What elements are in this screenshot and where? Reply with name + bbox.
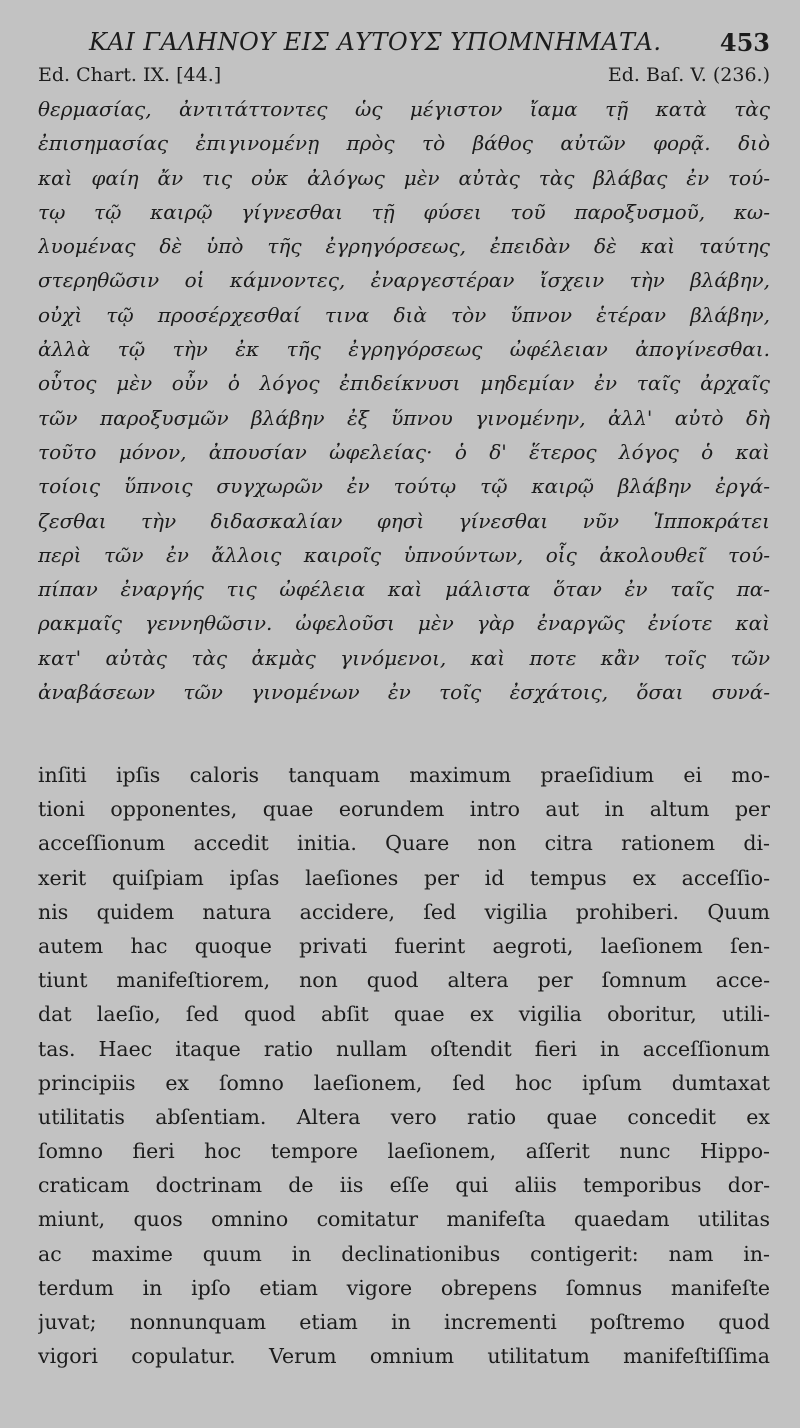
edition-chartier-reference: Ed. Chart. IX. [44.] <box>38 64 222 86</box>
latin-line: autem hac quoque privati fuerint aegroti, laeſionem ſen- <box>38 933 770 958</box>
greek-line: οὐχὶ τῷ προσέρχεσθαί τινα διὰ τὸν ὕπνον ἑτέραν βλάβην, <box>38 302 770 327</box>
latin-line: tas. Haec itaque ratio nullam oſtendit fieri in acceſſionum <box>38 1036 770 1061</box>
latin-line: dat laeſio, ſed quod abſit quae ex vigilia oboritur, utili- <box>38 1002 770 1027</box>
greek-line: καὶ φαίη ἄν τις οὐκ ἀλόγως μὲν αὐτὰς τὰς βλάβας ἐν τού- <box>38 165 770 190</box>
greek-line: θερμασίας, ἀντιτάττοντες ὡς μέγιστον ἴαμα τῇ κατὰ τὰς <box>38 97 770 121</box>
latin-line: miunt, quos omnino comitatur manifeſta quaedam utilitas <box>38 1207 770 1232</box>
greek-line: ἀναβάσεων τῶν γινομένων ἐν τοῖς ἐσχάτοις, ὅσαι συνά- <box>38 680 770 705</box>
latin-line: tiunt manifeſtiorem, non quod altera per ſomnum acce- <box>38 968 770 993</box>
latin-line: acceſſionum accedit initia. Quare non citra rationem di- <box>38 831 770 856</box>
greek-line: ρακμαῖς γεννηθῶσιν. ὠφελοῦσι μὲν γὰρ ἐναργῶς ἐνίοτε καὶ <box>38 611 770 636</box>
greek-line: στερηθῶσιν οἱ κάμνοντες, ἐναργεστέραν ἴσχειν τὴν βλάβην, <box>38 268 770 293</box>
greek-line: περὶ τῶν ἐν ἄλλοις καιροῖς ὑπνούντων, οἷς ἀκολουθεῖ τού- <box>38 542 770 567</box>
running-head <box>34 24 770 60</box>
latin-line: utilitatis abſentiam. Altera vero ratio quae concedit ex <box>38 1104 770 1129</box>
greek-line: πίπαν ἐναργής τις ὠφέλεια καὶ μάλιστα ὅταν ἐν ταῖς πα- <box>38 577 770 602</box>
latin-text-column <box>38 758 770 1373</box>
latin-line: vigori copulatur. Verum omnium utilitatum manifeſtiſſima <box>38 1344 770 1369</box>
greek-line: τοῦτο μόνον, ἀπουσίαν ὠφελείας· ὁ δ' ἕτερος λόγος ὁ καὶ <box>38 439 770 464</box>
latin-line: ſomno fieri hoc tempore laeſionem, aſſerit nunc Hippo- <box>38 1139 770 1164</box>
greek-line: ζεσθαι τὴν διδασκαλίαν φησὶ γίνεσθαι νῦν Ἱπποκράτει <box>38 508 770 533</box>
greek-line: τῶν παροξυσμῶν βλάβην ἐξ ὕπνου γινομένην, ἀλλ' αὐτὸ δὴ <box>38 405 770 430</box>
greek-line: ἐπισημασίας ἐπιγινομένῃ πρὸς τὸ βάθος αὐτῶν φορᾷ. διὸ <box>38 131 770 156</box>
latin-line: tioni opponentes, quae eorundem intro aut in altum per <box>38 797 770 822</box>
greek-line: τῳ τῷ καιρῷ γίγνεσθαι τῇ φύσει τοῦ παροξυσμοῦ, κω- <box>38 199 770 224</box>
latin-line: terdum in ipſo etiam vigore obrepens ſomnus manifeſte <box>38 1275 770 1300</box>
greek-line: τοίοις ὕπνοις συγχωρῶν ἐν τούτῳ τῷ καιρῷ βλάβην ἐργά- <box>38 474 770 499</box>
latin-line: xerit quiſpiam ipſas laeſiones per id tempus ex acceſſio- <box>38 865 770 890</box>
greek-line: οὗτος μὲν οὖν ὁ λόγος ἐπιδείκνυσι μηδεμίαν ἐν ταῖς ἀρχαῖς <box>38 371 770 396</box>
greek-line: ἀλλὰ τῷ τὴν ἐκ τῆς ἐγρηγόρσεως ὠφέλειαν ἀπογίνεσθαι. <box>38 337 770 362</box>
latin-line: ac maxime quum in declinationibus contigerit: nam in- <box>38 1241 770 1266</box>
page-number: 453 <box>719 28 770 57</box>
running-title: ΚΑΙ ΓΑΛΗΝΟΥ ΕΙΣ ΑΥΤΟΥΣ ΥΠΟΜΝΗΜΑΤΑ. <box>89 28 662 56</box>
greek-line: λυομένας δὲ ὑπὸ τῆς ἐγρηγόρσεως, ἐπειδὰν δὲ καὶ ταύτης <box>38 234 770 259</box>
latin-line: craticam doctrinam de iis eſſe qui aliis temporibus dor- <box>38 1173 770 1198</box>
latin-line: inſiti ipſis caloris tanquam maximum praeſidium ei mo- <box>38 763 770 787</box>
latin-line: juvat; nonnunquam etiam in incrementi poſtremo quod <box>38 1310 770 1334</box>
latin-line: principiis ex ſomno laeſionem, ſed hoc ipſum dumtaxat <box>38 1070 770 1095</box>
latin-line: nis quidem natura accidere, ſed vigilia prohiberi. Quum <box>38 899 770 924</box>
edition-references <box>38 64 770 92</box>
greek-text-column <box>38 92 770 709</box>
edition-basel-reference: Ed. Baſ. V. (236.) <box>607 64 770 86</box>
greek-line: κατ' αὐτὰς τὰς ἀκμὰς γινόμενοι, καὶ ποτε κἂν τοῖς τῶν <box>38 645 770 670</box>
